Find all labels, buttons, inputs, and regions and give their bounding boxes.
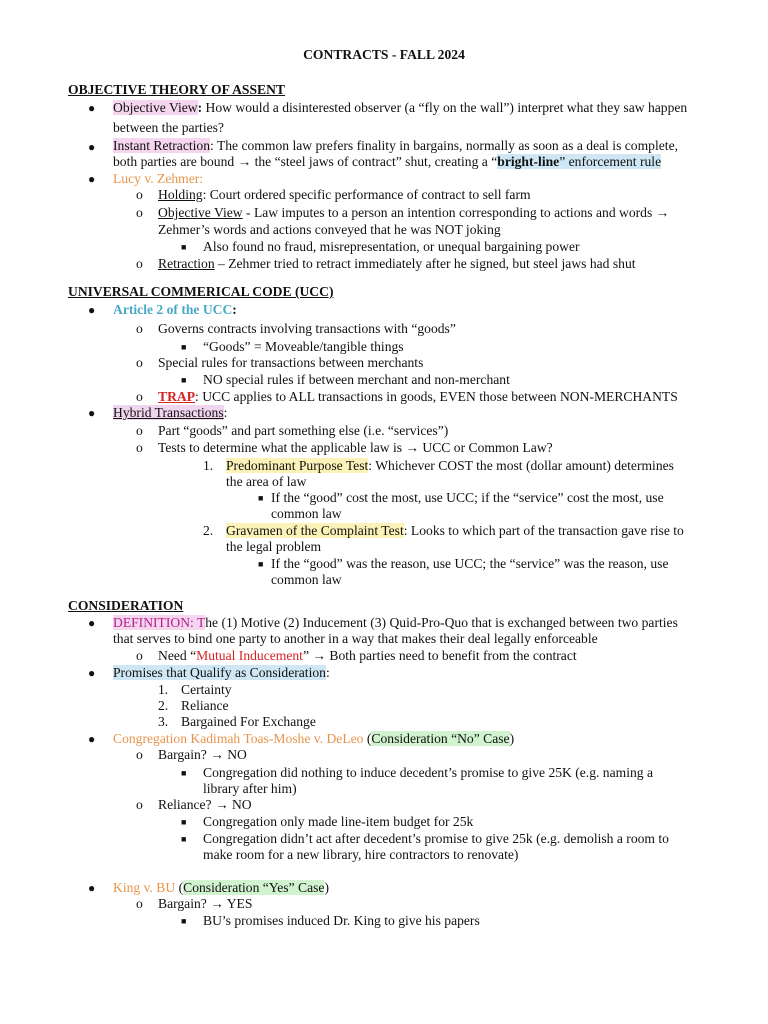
section-heading-ucc: UNIVERSAL COMMERICAL CODE (UCC) xyxy=(68,284,334,299)
sub-sub-item-goods: “Goods” = Moveable/tangible things xyxy=(203,339,404,354)
reliance-no-detail-2-cont: make room for a new library, hire contractors to renovate) xyxy=(203,847,519,862)
bullet-icon: ● xyxy=(88,406,96,420)
sub-item-retraction: Retraction – Zehmer tried to retract immediately after he signed, but steel jaws had shut xyxy=(158,256,636,271)
list-item-promises: Promises that Qualify as Consideration: xyxy=(113,665,330,680)
sub-item-reliance-no: Reliance? → NO xyxy=(158,797,252,812)
list-item-definition-cont: that serves to bind one party to another in a way that makes their deal legally enforceable xyxy=(113,631,598,646)
bullet-icon: ● xyxy=(88,881,96,895)
list-item-objective-view-cont: between the parties? xyxy=(113,120,224,135)
circle-bullet-icon: o xyxy=(136,321,143,336)
test-predominant-purpose: Predominant Purpose Test: Whichever COST the most (dollar amount) determines xyxy=(226,458,674,473)
sub-item-governs: Governs contracts involving transactions with “goods” xyxy=(158,321,456,336)
reliance-no-detail-1: Congregation only made line-item budget for 25k xyxy=(203,814,474,829)
circle-bullet-icon: o xyxy=(136,896,143,911)
sub-item-tests: Tests to determine what the applicable law is → UCC or Common Law? xyxy=(158,440,553,455)
bargain-no-detail-cont: library after him) xyxy=(203,781,297,796)
list-item-instant-retraction-cont: both parties are bound → the “steel jaws of contract” shut, creating a “bright-line” enforcement rule xyxy=(113,154,662,169)
circle-bullet-icon: o xyxy=(136,747,143,762)
bullet-icon: ● xyxy=(88,101,96,115)
bullet-icon: ● xyxy=(88,172,96,186)
square-bullet-icon: ■ xyxy=(258,559,264,569)
promise-bargained-exchange: Bargained For Exchange xyxy=(181,714,316,729)
bargain-no-detail: Congregation did nothing to induce decedent’s promise to give 25K (e.g. naming a xyxy=(203,765,654,780)
predominant-purpose-rule-cont: common law xyxy=(271,506,342,521)
square-bullet-icon: ■ xyxy=(181,375,187,385)
sub-sub-item-no-fraud: Also found no fraud, misrepresentation, or unequal bargaining power xyxy=(203,239,580,254)
circle-bullet-icon: o xyxy=(136,187,143,202)
bullet-icon: ● xyxy=(88,303,96,317)
bullet-icon: ● xyxy=(88,140,96,154)
list-item-definition: DEFINITION: The (1) Motive (2) Inducement (3) Quid-Pro-Quo that is exchanged between two parties xyxy=(113,615,678,630)
test-gravamen-cont: the legal problem xyxy=(226,539,322,554)
sub-item-bargain-no: Bargain? → NO xyxy=(158,747,247,762)
sub-item-bargain-yes: Bargain? → YES xyxy=(158,896,253,911)
list-number: 3. xyxy=(158,714,169,729)
list-item-hybrid: Hybrid Transactions: xyxy=(113,405,228,420)
circle-bullet-icon: o xyxy=(136,205,143,220)
sub-item-holding: Holding: Court ordered specific performance of contract to sell farm xyxy=(158,187,531,202)
reliance-no-detail-2: Congregation didn’t act after decedent’s promise to give 25k (e.g. demolish a room to xyxy=(203,831,669,846)
sub-item-trap: TRAP: UCC applies to ALL transactions in goods, EVEN those between NON-MERCHANTS xyxy=(158,389,678,404)
promise-certainty: Certainty xyxy=(181,682,232,697)
test-predominant-purpose-cont: the area of law xyxy=(226,474,307,489)
circle-bullet-icon: o xyxy=(136,423,143,438)
case-king-bu: King v. BU (Consideration “Yes” Case) xyxy=(113,880,329,895)
square-bullet-icon: ■ xyxy=(258,493,264,503)
case-congregation: Congregation Kadimah Toas-Moshe v. DeLeo (Consideration “No” Case) xyxy=(113,731,515,746)
square-bullet-icon: ■ xyxy=(181,916,187,926)
circle-bullet-icon: o xyxy=(136,389,143,404)
bullet-icon: ● xyxy=(88,616,96,630)
list-number: 2. xyxy=(203,523,214,538)
circle-bullet-icon: o xyxy=(136,797,143,812)
list-number: 1. xyxy=(158,682,169,697)
document-title: CONTRACTS - FALL 2024 xyxy=(303,47,465,62)
circle-bullet-icon: o xyxy=(136,440,143,455)
section-heading-consideration: CONSIDERATION xyxy=(68,598,184,613)
list-number: 2. xyxy=(158,698,169,713)
bullet-icon: ● xyxy=(88,732,96,746)
gravamen-rule: If the “good” was the reason, use UCC; the “service” was the reason, use xyxy=(271,556,669,571)
square-bullet-icon: ■ xyxy=(181,242,187,252)
sub-item-special-rules: Special rules for transactions between merchants xyxy=(158,355,424,370)
square-bullet-icon: ■ xyxy=(181,768,187,778)
circle-bullet-icon: o xyxy=(136,256,143,271)
bargain-yes-detail: BU’s promises induced Dr. King to give his papers xyxy=(203,913,480,928)
predominant-purpose-rule: If the “good” cost the most, use UCC; if the “service” cost the most, use xyxy=(271,490,664,505)
square-bullet-icon: ■ xyxy=(181,834,187,844)
square-bullet-icon: ■ xyxy=(181,342,187,352)
list-item-article-2: Article 2 of the UCC: xyxy=(113,302,237,317)
square-bullet-icon: ■ xyxy=(181,817,187,827)
list-item-instant-retraction: Instant Retraction: The common law prefers finality in bargains, normally as soon as a deal is complete, xyxy=(113,138,678,153)
section-heading-objective-theory: OBJECTIVE THEORY OF ASSENT xyxy=(68,82,285,97)
sub-item-objective-view-cont: Zehmer’s words and actions conveyed that he was NOT joking xyxy=(158,222,501,237)
case-name-lucy-zehmer: Lucy v. Zehmer: xyxy=(113,171,204,186)
sub-item-mutual-inducement: Need “Mutual Inducement” → Both parties need to benefit from the contract xyxy=(158,648,577,663)
list-number: 1. xyxy=(203,458,214,473)
promise-reliance: Reliance xyxy=(181,698,229,713)
circle-bullet-icon: o xyxy=(136,648,143,663)
test-gravamen: Gravamen of the Complaint Test: Looks to which part of the transaction gave rise to xyxy=(226,523,684,538)
bullet-icon: ● xyxy=(88,666,96,680)
circle-bullet-icon: o xyxy=(136,355,143,370)
sub-item-part-goods: Part “goods” and part something else (i.e. “services”) xyxy=(158,423,449,438)
sub-sub-item-no-special: NO special rules if between merchant and non-merchant xyxy=(203,372,510,387)
list-item-objective-view: Objective View: How would a disinterested observer (a “fly on the wall”) interpret what they saw happen xyxy=(113,100,688,115)
gravamen-rule-cont: common law xyxy=(271,572,342,587)
sub-item-objective-view: Objective View - Law imputes to a person an intention corresponding to actions and words → xyxy=(158,205,670,220)
